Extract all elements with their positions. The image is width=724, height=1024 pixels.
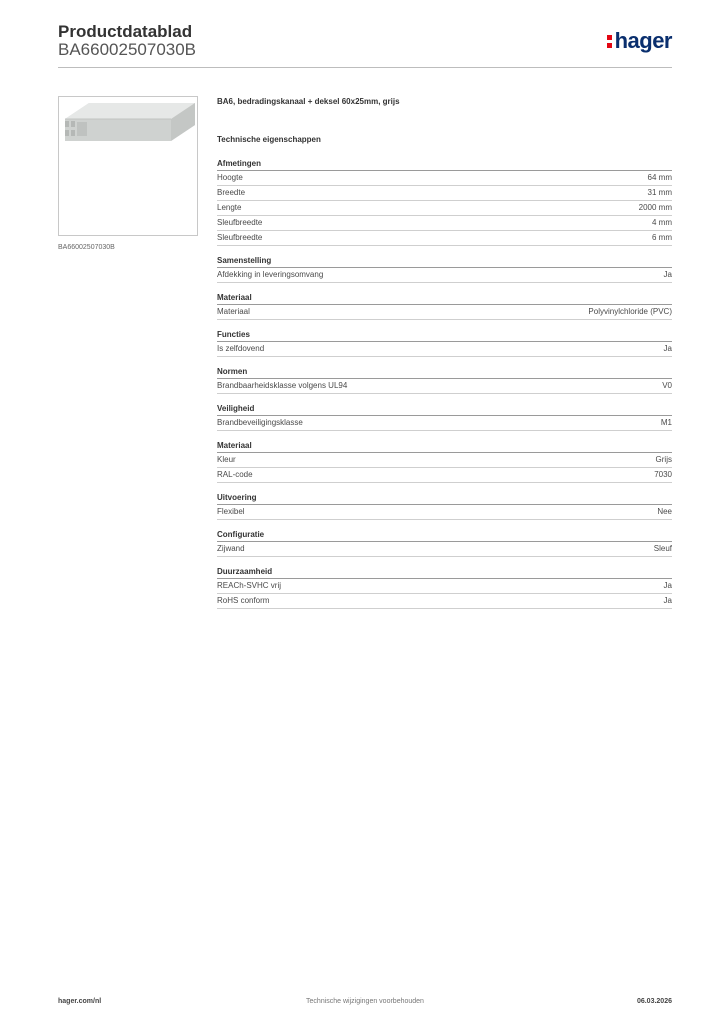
spec-row [217, 505, 672, 520]
section-title: Configuratie [217, 529, 672, 542]
spec-row [217, 379, 672, 394]
spec-label: Kleur [217, 455, 236, 464]
spec-label: Materiaal [217, 307, 250, 316]
section-title: Afmetingen [217, 158, 672, 171]
spec-value: V0 [662, 381, 672, 390]
spec-section [217, 492, 672, 520]
spec-section [217, 329, 672, 357]
spec-label: Lengte [217, 203, 242, 212]
spec-section [217, 440, 672, 483]
section-title: Functies [217, 329, 672, 342]
spec-value: Ja [663, 270, 672, 279]
header-divider [58, 67, 672, 68]
spec-value: Nee [657, 507, 672, 516]
spec-row [217, 342, 672, 357]
cable-duct-image-icon [59, 97, 197, 235]
spec-row [217, 453, 672, 468]
spec-label: Sleufbreedte [217, 218, 263, 227]
spec-value: 7030 [654, 470, 672, 479]
specifications [217, 96, 672, 618]
spec-value: 31 mm [647, 188, 672, 197]
spec-row [217, 579, 672, 594]
logo-colon-icon [607, 33, 613, 49]
section-title: Materiaal [217, 292, 672, 305]
spec-label: Breedte [217, 188, 246, 197]
spec-label: Sleufbreedte [217, 233, 263, 242]
image-caption: BA66002507030B [58, 244, 115, 251]
section-title: Materiaal [217, 440, 672, 453]
product-code: BA66002507030B [58, 40, 197, 59]
spec-section [217, 158, 672, 246]
spec-row [217, 171, 672, 186]
spec-section [217, 292, 672, 320]
spec-section [217, 403, 672, 431]
spec-label: Zijwand [217, 544, 245, 553]
section-title: Normen [217, 366, 672, 379]
spec-value: Ja [663, 596, 672, 605]
section-title: Samenstelling [217, 255, 672, 268]
spec-row [217, 542, 672, 557]
technical-properties-heading: Technische eigenschappen [217, 135, 321, 144]
spec-row [217, 201, 672, 216]
section-title: Veiligheid [217, 403, 672, 416]
spec-section [217, 529, 672, 557]
spec-row [217, 268, 672, 283]
spec-label: REACh-SVHC vrij [217, 581, 282, 590]
spec-value: 64 mm [647, 173, 672, 182]
document-title: Productdatablad [58, 22, 193, 41]
spec-label: Brandbeveiligingsklasse [217, 418, 303, 427]
spec-sections [217, 158, 672, 609]
spec-label: Flexibel [217, 507, 245, 516]
spec-value: Ja [663, 581, 672, 590]
spec-row [217, 594, 672, 609]
spec-label: RAL-code [217, 470, 253, 479]
spec-label: Afdekking in leveringsomvang [217, 270, 324, 279]
spec-value: Sleuf [653, 544, 672, 553]
footer-website: hager.com/nl [58, 998, 102, 1005]
spec-row [217, 186, 672, 201]
product-description: BA6, bedradingskanaal + deksel 60x25mm, grijs [217, 97, 400, 106]
page-footer [58, 998, 672, 1010]
spec-value: 2000 mm [638, 203, 672, 212]
spec-row [217, 468, 672, 483]
spec-row [217, 416, 672, 431]
spec-value: Grijs [655, 455, 672, 464]
spec-label: Brandbaarheidsklasse volgens UL94 [217, 381, 348, 390]
footer-date: 06.03.2026 [636, 998, 672, 1005]
spec-label: RoHS conform [217, 596, 270, 605]
spec-section [217, 255, 672, 283]
spec-label: Hoogte [217, 173, 243, 182]
spec-label: Is zelfdovend [217, 344, 265, 353]
spec-row [217, 231, 672, 246]
spec-section [217, 366, 672, 394]
spec-value: Polyvinylchloride (PVC) [588, 307, 672, 316]
footer-notice: Technische wijzigingen voorbehouden [306, 998, 424, 1005]
spec-row [217, 305, 672, 320]
spec-value: Ja [663, 344, 672, 353]
section-title: Uitvoering [217, 492, 672, 505]
spec-value: 6 mm [652, 233, 672, 242]
spec-value: M1 [660, 418, 672, 427]
hager-logo [607, 28, 672, 54]
spec-value: 4 mm [652, 218, 672, 227]
page-header [58, 20, 672, 70]
spec-section [217, 566, 672, 609]
logo-text: hager [614, 28, 672, 53]
product-image [58, 96, 198, 236]
spec-row [217, 216, 672, 231]
section-title: Duurzaamheid [217, 566, 672, 579]
